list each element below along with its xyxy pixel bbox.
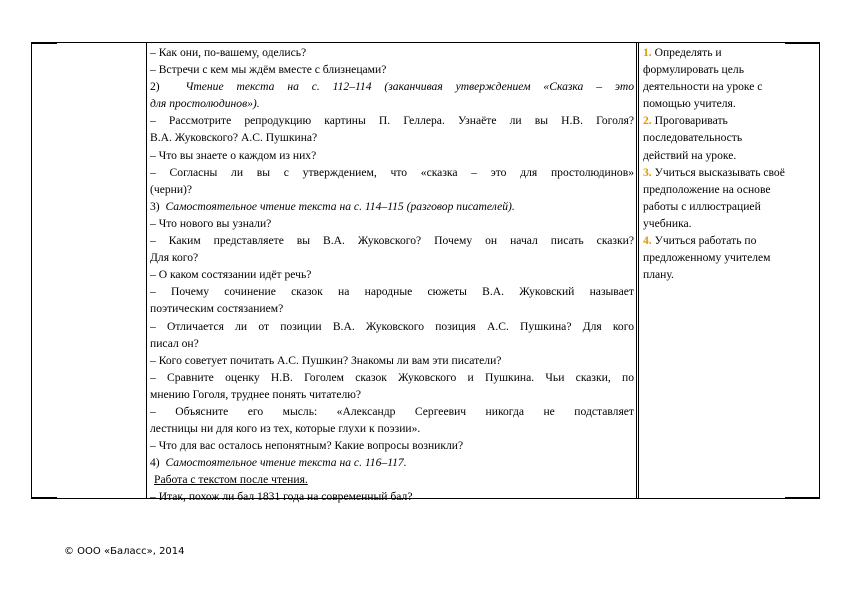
- goal-line: [643, 78, 818, 95]
- lesson-line: [150, 95, 634, 112]
- copyright-footer: © ООО «Баласс», 2014: [64, 546, 185, 557]
- lesson-line: [150, 420, 634, 437]
- goal-line: [643, 61, 818, 78]
- lesson-line: [150, 129, 634, 146]
- lesson-line-text: – Объясните его мысль: «Александр Сергеевич никогда не подставляет: [150, 404, 634, 418]
- lesson-line: [150, 232, 634, 249]
- goal-text: учебника.: [643, 216, 692, 230]
- goal-line: [643, 232, 818, 249]
- goal-text: плану.: [643, 268, 674, 282]
- lesson-line: [150, 386, 634, 403]
- lesson-line-text: – Отличается ли от позиции В.А. Жуковского позиция А.С. Пушкина? Для кого: [150, 319, 634, 333]
- lesson-line: [150, 181, 634, 198]
- goal-text: работы с иллюстрацией: [643, 199, 761, 213]
- lesson-line-text: – Кого советует почитать А.С. Пушкин? Знакомы ли вам эти писатели?: [150, 353, 502, 367]
- lesson-line-text: – Рассмотрите репродукцию картины П. Геллера. Узнаёте ли вы Н.В. Гоголя?: [150, 114, 634, 128]
- lesson-line-text: – Каким представляете вы В.А. Жуковского? Почему он начал писать сказки?: [150, 234, 634, 248]
- column-divider-1: [146, 42, 147, 499]
- goal-text: предложенному учителем: [643, 251, 771, 265]
- goal-line: [643, 215, 818, 232]
- goal-line: [643, 164, 818, 181]
- lesson-line: [150, 488, 634, 505]
- lesson-line: [150, 471, 634, 488]
- lesson-line: [150, 147, 634, 164]
- goal-text: предположение на основе: [643, 182, 771, 196]
- lesson-line-text: поэтическим состязанием?: [150, 302, 284, 316]
- learning-goals-column: [643, 44, 818, 283]
- lesson-line: [150, 318, 634, 335]
- lesson-line-text: – Что для вас осталось непонятным? Какие вопросы возникли?: [150, 439, 464, 453]
- lesson-line: [150, 44, 634, 61]
- lesson-line-text: Для кого?: [150, 251, 199, 265]
- goal-text: помощью учителя.: [643, 97, 736, 111]
- table-bottom-edge-right: [785, 497, 820, 499]
- lesson-line-text: – Встречи с кем мы ждём вместе с близнецами?: [150, 63, 387, 77]
- lesson-line: [150, 78, 634, 95]
- lesson-line-text: лестницы ни для кого из тех, которые глухи к поэзии».: [150, 422, 421, 436]
- goal-number: 3.: [643, 165, 652, 179]
- lesson-line: [150, 437, 634, 454]
- goal-line: [643, 129, 818, 146]
- lesson-line: [150, 164, 634, 181]
- lesson-line-text: В.А. Жуковского? А.С. Пушкина?: [150, 131, 318, 145]
- column-divider-2: [636, 42, 639, 499]
- lesson-line-text: – Как они, по-вашему, оделись?: [150, 46, 307, 59]
- lesson-line-text: Самостоятельное чтение текста на с. 114–115 (разговор писателей).: [165, 199, 515, 213]
- lesson-line: [150, 369, 634, 386]
- goal-text: Учиться работать по: [654, 234, 757, 248]
- lesson-line-text: для простолюдинов»).: [150, 97, 260, 111]
- lesson-line: [150, 61, 634, 78]
- goal-line: [643, 44, 818, 61]
- goal-number: 1.: [643, 46, 652, 59]
- lesson-line: [150, 112, 634, 129]
- lesson-line-text: – Что вы знаете о каждом из них?: [150, 148, 317, 162]
- goal-text: действий на уроке.: [643, 148, 737, 162]
- goal-text: формулировать цель: [643, 63, 744, 77]
- step-number: 4): [150, 456, 160, 470]
- lesson-line-text: мнению Гоголя, труднее понять читателю?: [150, 387, 362, 401]
- goal-line: [643, 147, 818, 164]
- lesson-line: [150, 198, 634, 215]
- table-top-edge-left: [31, 42, 57, 44]
- step-number: 3): [150, 199, 160, 213]
- lesson-line-text: писал он?: [150, 336, 199, 350]
- lesson-line-text: – Итак, похож ли бал 1831 года на современный бал?: [150, 490, 413, 504]
- goal-line: [643, 181, 818, 198]
- lesson-line: [150, 266, 634, 283]
- lesson-line-text: Работа с текстом после чтения.: [154, 473, 308, 487]
- lesson-line: [150, 403, 634, 420]
- lesson-line-text: (черни)?: [150, 182, 193, 196]
- lesson-line: [150, 215, 634, 232]
- lesson-line-text: – Сравните оценку Н.В. Гоголем сказок Жуковского и Пушкина. Чьи сказки, по: [150, 370, 634, 384]
- goal-text: деятельности на уроке с: [643, 80, 763, 94]
- lesson-line-text: – Что нового вы узнали?: [150, 216, 272, 230]
- goal-line: [643, 249, 818, 266]
- lesson-line-text: Чтение текста на с. 112–114 (заканчивая утверждением «Сказка – это: [185, 80, 634, 94]
- lesson-line: [150, 352, 634, 369]
- goal-number: 4.: [643, 234, 652, 248]
- lesson-line-text: Самостоятельное чтение текста на с. 116–117.: [165, 456, 407, 470]
- goal-line: [643, 112, 818, 129]
- goal-line: [643, 95, 818, 112]
- step-number: 2): [150, 80, 160, 94]
- lesson-line: [150, 454, 634, 471]
- lesson-line-text: – Согласны ли вы с утверждением, что «сказка – это для простолюдинов»: [150, 165, 634, 179]
- lesson-line-text: – Почему сочинение сказок на народные сюжеты В.А. Жуковский называет: [150, 285, 634, 299]
- lesson-line: [150, 335, 634, 352]
- goal-text: Учиться высказывать своё: [654, 165, 785, 179]
- lesson-line-text: – О каком состязании идёт речь?: [150, 268, 312, 282]
- lesson-steps-column: [150, 44, 634, 506]
- lesson-line: [150, 300, 634, 317]
- lesson-line: [150, 283, 634, 300]
- goal-number: 2.: [643, 114, 652, 128]
- goal-text: Проговаривать: [654, 114, 728, 128]
- table-bottom-edge-left: [31, 497, 57, 499]
- goal-line: [643, 198, 818, 215]
- goal-line: [643, 266, 818, 283]
- goal-text: последовательность: [643, 131, 743, 145]
- goal-text: Определять и: [654, 46, 722, 59]
- lesson-line: [150, 249, 634, 266]
